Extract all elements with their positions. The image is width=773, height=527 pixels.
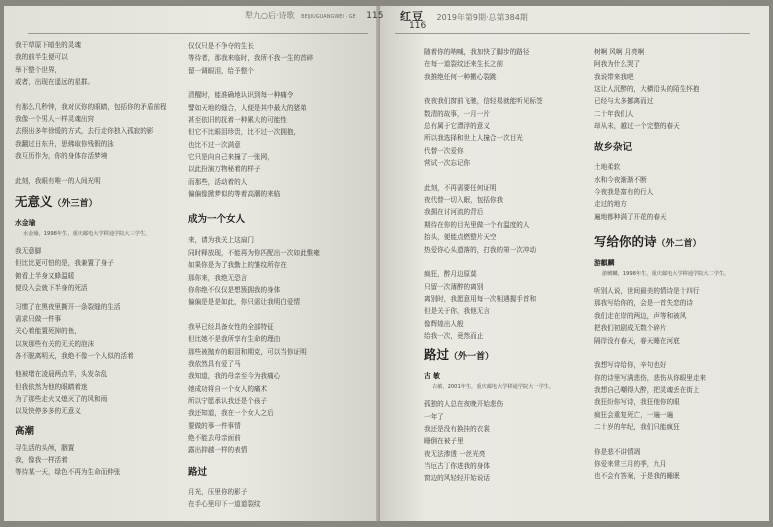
text-line: 俯看上半身又蜂温暖 — [15, 271, 75, 280]
text-line: 土地柔软 — [594, 163, 621, 172]
text-line: 清醒时，能准确地认识到每一种痛令 — [188, 91, 294, 100]
text-line: 偏偏是是是如此，你只需让我明白爱情 — [188, 298, 301, 307]
text-line: 我说带来我吧 — [594, 72, 634, 81]
text-line: 以及快停多多的无意义 — [15, 407, 81, 416]
right-column-1 — [424, 46, 594, 485]
text-line: 却从未，越过一个完整的春天 — [594, 122, 680, 131]
poem-title: 故乡杂记 — [594, 142, 633, 154]
text-line: 为了那些走火又熄灭了的风和雨 — [15, 394, 108, 403]
text-line: 同时释放现，不能再为你匹配出一次如此惟雍 — [188, 248, 320, 257]
text-line: 但我依然为他的眼睛着迷 — [15, 382, 88, 391]
text-line: 像辉煌出人般 — [424, 319, 464, 328]
text-line: 我还是没有换挂的衣裳 — [424, 424, 490, 433]
text-line: 如果你是为了我勤上的雏纹所存在 — [188, 261, 287, 270]
poem-title: 路过（外一首） — [424, 347, 495, 363]
left-column-1 — [15, 39, 180, 479]
text-line: 以此扮演万物秘着的样子 — [188, 165, 261, 174]
poem-title: 无意义（外三首） — [15, 194, 98, 210]
text-line: 一年了 — [424, 412, 444, 421]
text-line: 那些被抛弃的眼泪和期克，可以当你证明 — [188, 347, 307, 356]
text-line: 绝不能去母亲面前 — [188, 433, 241, 442]
text-line: 我想自己嘲得大醉，把灵魂丢在街上 — [594, 385, 700, 394]
text-line: 听别人说，世间最美的情诗是十四行 — [594, 287, 700, 296]
header-magazine: 犁九○后·诗歌 — [245, 11, 295, 20]
text-line: 以灰那些有关的无关的泡沫 — [15, 339, 95, 348]
text-line: 在手心里印下一道道裂纹 — [188, 500, 261, 508]
text-line: 你你绝不仅仅是想簇拥我的身体 — [188, 285, 281, 294]
text-line: 你爱来常三月的季，九月 — [594, 459, 667, 468]
text-line: 我推绝任何一种搬心裂跳 — [424, 72, 497, 81]
text-line: 留一调眼泪，给予整个 — [188, 66, 254, 75]
left-page-header — [245, 10, 383, 21]
text-line: 我还知道，我在一个女人之后 — [188, 409, 274, 418]
text-line: 便设入会就下半身的死活 — [15, 284, 88, 293]
text-line: 窗边的风轻轻开始说话 — [424, 474, 490, 483]
text-line: 阿我为什么哭了 — [594, 60, 641, 69]
poem-title: 高潮 — [15, 425, 35, 437]
poem-author: 水金瑜 — [15, 219, 36, 228]
text-line: 这让人沉醉的，大横沿头的陌生怀抱 — [594, 85, 700, 94]
author-bio: 游麒麟，1998年生，重庆邮电大学移通学院大二学生。 — [602, 271, 730, 278]
poem-title: 写给你的诗（外二首） — [594, 234, 702, 250]
text-line: 夜夜我们窗前飞驰，信轻易就能听见标签 — [424, 97, 543, 106]
text-line: 我知道，我的母亲至今为我痛心 — [188, 372, 281, 381]
text-line: 我狂纷你写诗，我狂他你的眼 — [594, 398, 680, 407]
poem-author: 游麒麟 — [594, 259, 615, 268]
text-line: 仅仅只是不争夺的生长 — [188, 42, 254, 50]
text-line: 孤独的人总在夜晚开始悲伤 — [424, 400, 504, 409]
text-line: 或者，出现在遥远的星群。 — [15, 78, 95, 87]
text-line: 遍地都种满了开花的春天 — [594, 212, 667, 221]
text-line: 疯狂会重复死亡，一遍一遍 — [594, 410, 674, 419]
text-line: 月光，压里你的影子 — [188, 487, 248, 496]
text-line: 你的诗里写满悲伤，悲伤从你眼里走来 — [594, 373, 707, 382]
text-line: 所以我选择和世上人撞合一次目光 — [424, 134, 523, 143]
text-line: 要做的事一件事情 — [188, 421, 241, 430]
text-line: 来，请为我关上这扇门 — [188, 236, 254, 245]
text-line: 此刻，不再需要任何证明 — [424, 183, 497, 192]
text-line: 把我们初剧成无数个碎片 — [594, 324, 667, 333]
text-line: 那我写给你的，会是一首失恋的诗 — [594, 299, 693, 308]
text-line: 而那些，活动着的人 — [188, 177, 248, 186]
text-line: 习惯了在黑夜里撕开一条裂缝的生活 — [15, 302, 121, 311]
text-line: 我依然具有爱了马 — [188, 359, 241, 368]
text-line: 给我一次，竟然而止 — [424, 331, 484, 340]
text-line: 譬如天地的缝合，人便是其中最大的猪弟 — [188, 103, 307, 112]
text-line: 随着你的呐喊，我加快了脚步的路径 — [424, 48, 530, 56]
text-line: 我们走在岸的两边，声等和被风 — [594, 311, 687, 320]
text-line: 疯狂，醉月边原莫 — [424, 270, 477, 279]
text-line: 走过的地方 — [594, 200, 627, 209]
right-page-number-wrap — [409, 21, 426, 31]
text-line: 我，像我一样活着 — [15, 455, 68, 464]
poem-title: 成为一个女人 — [188, 214, 246, 226]
text-line: 数清的故事，一月一片 — [424, 109, 490, 118]
text-line: 睡倒在被子里 — [424, 437, 464, 446]
left-header-rule — [28, 33, 368, 34]
text-line: 也不会有答案，于是我的睡眠 — [594, 472, 680, 481]
text-line: 偏偏像掀梦似的等着高潮的来临 — [188, 190, 281, 199]
text-line: 热爱你心头遗落的，打我的第一次冲动 — [424, 245, 537, 254]
text-line: 我的前半生便可以 — [15, 53, 68, 62]
text-line: 已经与太多挪离而过 — [594, 97, 654, 106]
text-line: 我早已经具备女性的全部特征 — [188, 322, 274, 331]
text-line: 她成功将自一个女人的痛术 — [188, 384, 268, 393]
text-line: 露出抑越一样的表情 — [188, 446, 248, 455]
text-line: 隔岸没有春天，春天睡在河底 — [594, 336, 680, 345]
right-header-rule — [395, 33, 750, 34]
text-line: 我干草原下暗坐的灵魂 — [15, 41, 81, 49]
text-line: 夜代替一切入眠，包括你我 — [424, 196, 504, 205]
text-line: 但是关于你，我他无言 — [424, 307, 490, 316]
text-line: 抬头，便能点燃整片天空 — [424, 233, 497, 242]
text-line: 甚至依旧的抚着一种累大的可能性 — [188, 116, 287, 125]
author-bio: 古敏，2001年生，重庆邮电大学移通学院大一学生。 — [432, 384, 555, 391]
poem-author: 古 敏 — [424, 372, 440, 381]
text-line: 有那么几秒钟，我对厌你的眼睛，包括你的矛盾前程 — [15, 102, 167, 111]
text-line: 期待在你的目光里做一个有温度的人 — [424, 220, 530, 229]
text-line: 我拥在讨河流的背后 — [424, 208, 484, 217]
text-line: 也比不过一次满意 — [188, 140, 241, 149]
text-line: 他被堵在凌晨两点半，头发杂乱 — [15, 370, 108, 379]
text-line: 我想写诗给你，辛句也好 — [594, 361, 667, 370]
text-line: 代替一次爱你 — [424, 146, 464, 155]
text-line: 总有属于它漂浮的意义 — [424, 122, 490, 131]
text-line: 但它不比眼泪珍贵，比不过一次拥抱， — [188, 128, 301, 137]
text-line: 举下整个世界， — [15, 65, 62, 74]
magazine-logo: 红豆 — [400, 10, 424, 23]
text-line: 在每一道裂纹还来生长之前 — [424, 60, 504, 69]
text-line: 寻生活的头颅，胭置 — [15, 443, 75, 452]
right-page-number: 116 — [409, 21, 427, 31]
text-line: 那你来，我绝无恐言 — [188, 273, 248, 282]
text-line: 二十岁的年纪，我们只能疯狂 — [594, 422, 680, 431]
text-line: 我翻过日东升，思佛取你残假的泳 — [15, 139, 114, 148]
text-line: 二十年我们人 — [594, 109, 634, 118]
text-line: 树啊 风啊 月亮啊 — [594, 48, 645, 56]
text-line: 我像一个男人一样灵魂出窍 — [15, 115, 95, 124]
text-line: 但比她不是我所享有生命的理由 — [188, 335, 281, 344]
text-line: 所以宁愿承认我还是个孩子 — [188, 396, 268, 405]
text-line: 等待某一天，绿色不再为生命而伸张 — [15, 468, 121, 477]
right-column-2 — [594, 46, 764, 483]
text-line: 今夜我是富有的行人 — [594, 188, 654, 197]
poem-title: 路过 — [188, 466, 208, 478]
text-line: 需求只做一件事 — [15, 314, 62, 323]
text-line: 营试一次忘记你 — [424, 159, 471, 168]
text-line: 各不脱离明天，我绝不像一个人似的活着 — [15, 351, 134, 360]
text-line: 关心着能置死掉的鱼， — [15, 327, 81, 336]
text-line: 它只是向自己来撞了一张网， — [188, 153, 274, 162]
text-line: 离别时，我愿意用每一次相遇握手首和 — [424, 294, 537, 303]
author-bio: 水金瑜，1998年生，重庆邮电大学移通学院大三学生。 — [23, 231, 151, 238]
text-line: 水和今夜渐渐不断 — [594, 175, 647, 184]
text-line: 但比比更可怕的是，我兼置了身子 — [15, 259, 114, 268]
text-line: 夜无法渗透 一丝光亮 — [424, 449, 486, 458]
text-line: 我互历作为，你的身体存活梦境 — [15, 152, 108, 161]
left-column-2 — [188, 40, 368, 510]
text-line: 去照出多年徐缓的方式，去行走你独入孤寂的影 — [15, 127, 154, 136]
text-line: 此刻，我眼有唯一的人间光明 — [15, 176, 101, 185]
left-page-number: 115 — [366, 11, 384, 21]
header-issue: 2019年第9期·总第384期 — [436, 13, 528, 22]
text-line: 只留一次薄醉的离别 — [424, 282, 484, 291]
text-line: 等待者，那我来临时，我所不我一生的首碎 — [188, 54, 314, 63]
header-en: BEIJIUGUANGWEI · GE — [301, 14, 356, 20]
text-line: 当厄古丁你进我的身体 — [424, 461, 490, 470]
text-line: 我无意脚 — [15, 247, 42, 256]
text-line: 你是悲不讲情凋 — [594, 447, 641, 456]
